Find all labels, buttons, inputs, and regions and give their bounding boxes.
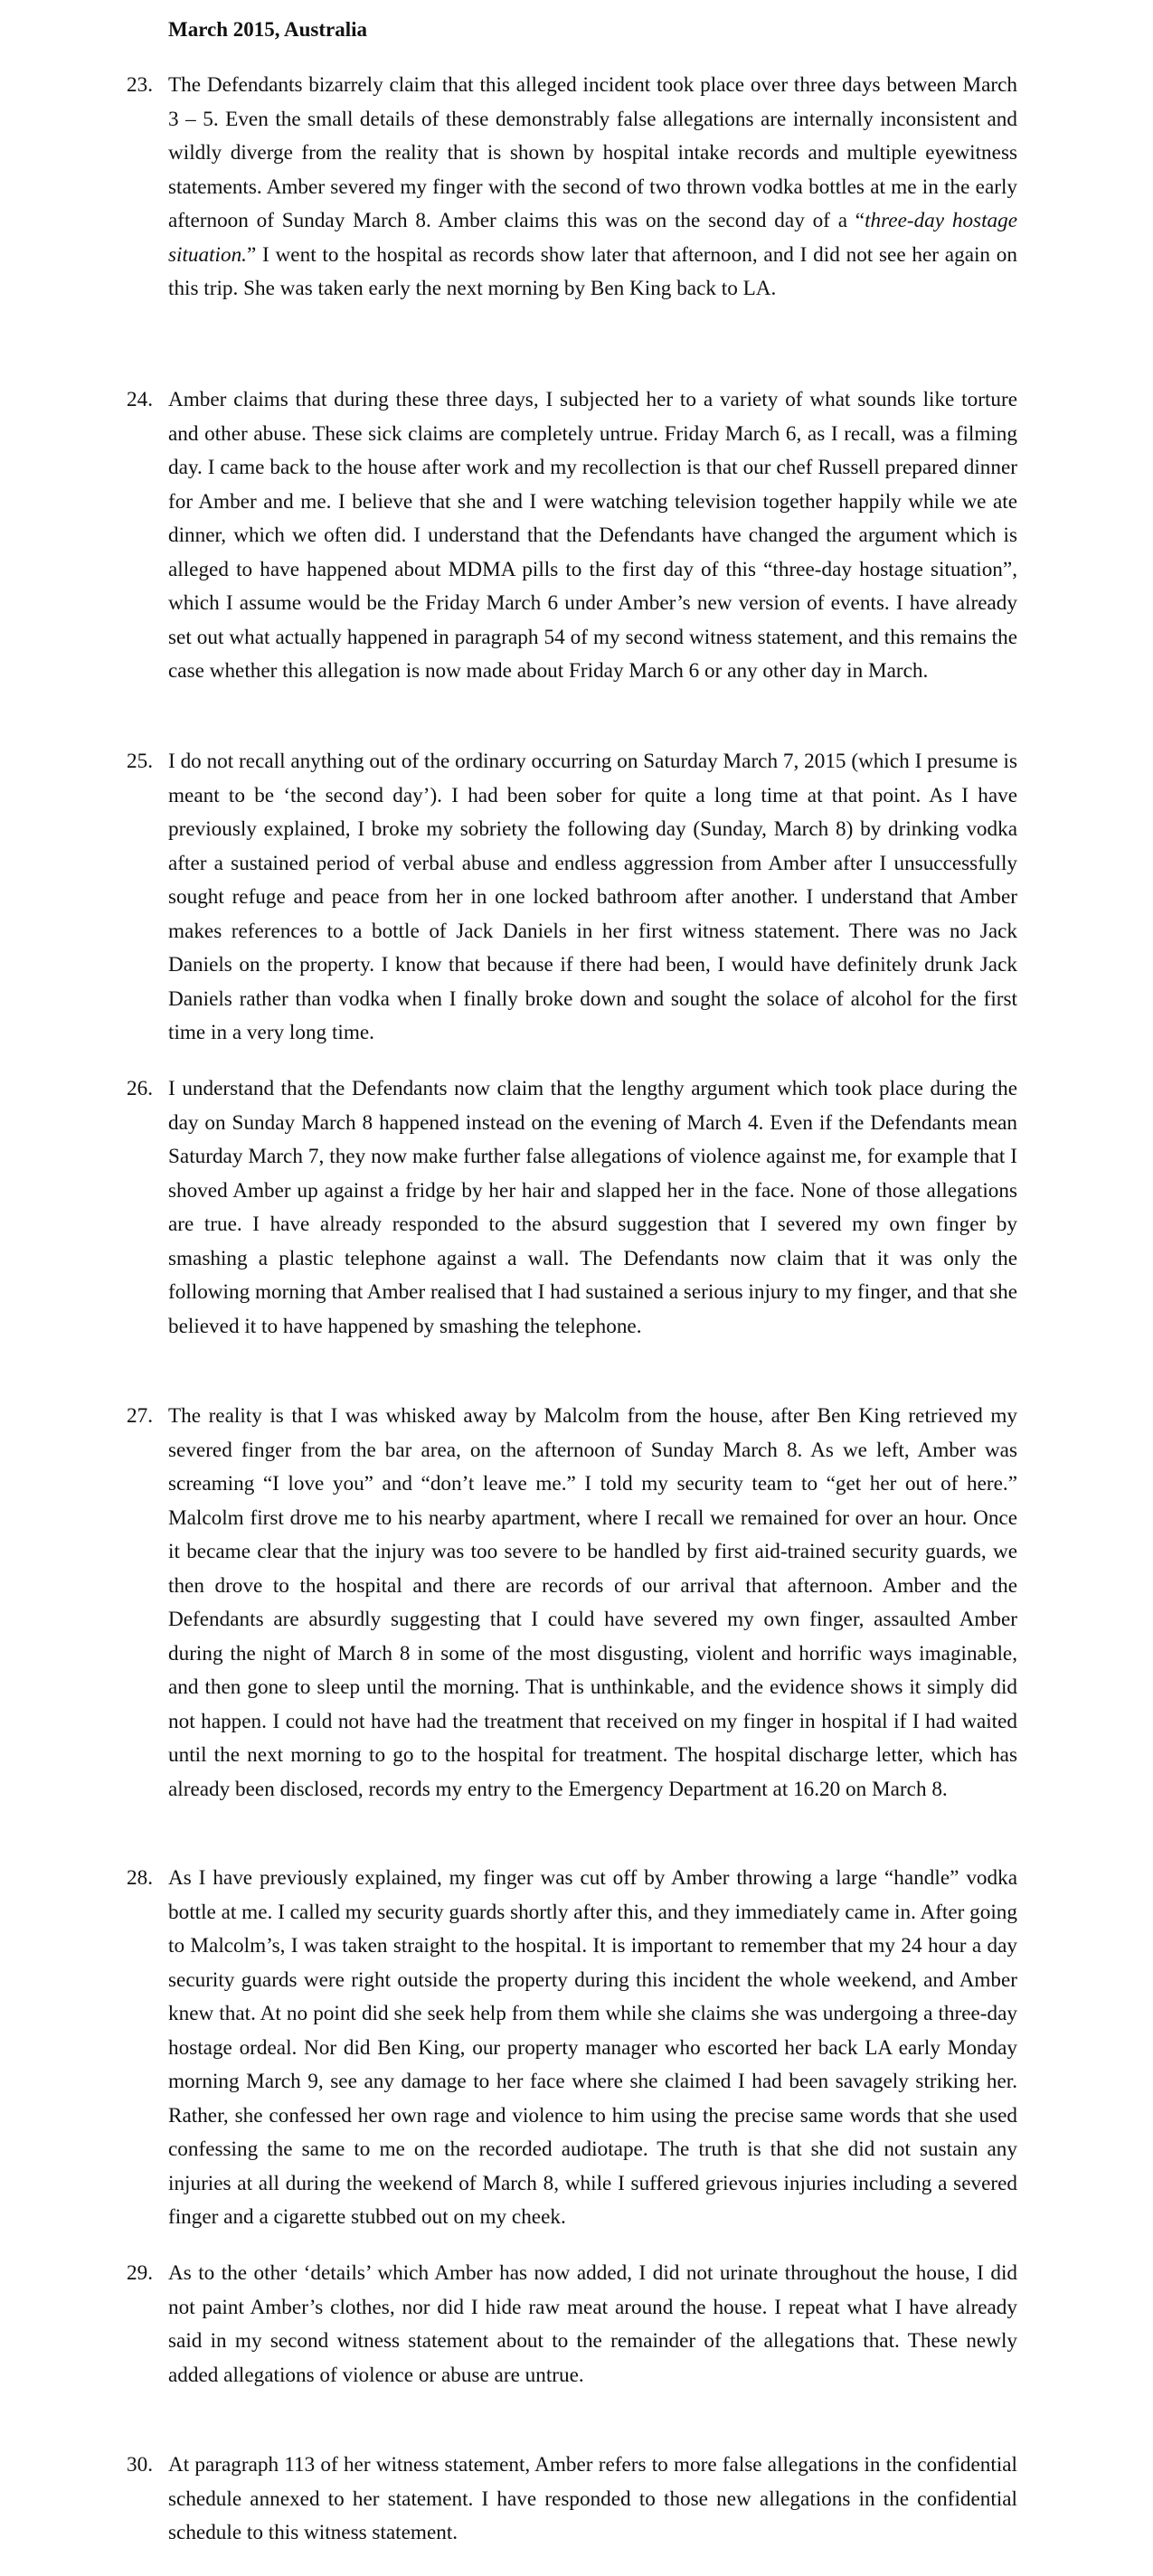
paragraph-23 [127, 69, 1017, 307]
paragraph-number: 27. [127, 1404, 153, 1428]
paragraph-text: The reality is that I was whisked away by Malcolm from the house, after Ben King retrieved my severed finger from the bar area, on the afternoon of Sunday March 8. As we left, Amber was screaming “I love you” and “don’t leave me.” I told my security team to “get her out of here.” Malcolm first drove me to his nearby apartment, where I recall we remained for over an hour. Once it became clear that the injury was too severe to be handled by first aid-trained security guards, we then drove to the hospital and there are records of our arrival that afternoon. Amber and the Defendants are absurdly suggesting that I could have severed my own finger, assaulted Amber during the night of March 8 in some of the most disgusting, violent and horrific ways imaginable, and then gone to sleep until the morning. That is unthinkable, and the evidence shows it simply did not happen. I could not have had the treatment that received on my finger in hospital if I had waited until the next morning to go to the hospital for treatment. The hospital discharge letter, which has already been disclosed, records my entry to the Emergency Department at 16.20 on March 8. [168, 1404, 1017, 1801]
paragraph-text: As I have previously explained, my finger was cut off by Amber throwing a large “handle” vodka bottle at me. I called my security guards shortly after this, and they immediately came in. After going to Malcolm’s, I was taken straight to the hospital. It is important to remember that my 24 hour a day security guards were right outside the property during this incident the whole weekend, and Amber knew that. At no point did she seek help from them while she claims she was undergoing a three-day hostage ordeal. Nor did Ben King, our property manager who escorted her back LA early Monday morning March 9, see any damage to her face where she claimed I had been savagely striking her. Rather, she confessed her own rage and violence to him using the precise same words that she used confessing the same to me on the recorded audiotape. The truth is that she did not sustain any injuries at all during the weekend of March 8, while I suffered grievous injuries including a severed finger and a cigarette stubbed out on my cheek. [168, 1866, 1017, 2229]
paragraph-27 [127, 1400, 1017, 1807]
paragraph-text: At paragraph 113 of her witness statement, Amber refers to more false allegations in the confidential schedule annexed to her statement. I have responded to those new allegations in the confidential schedule to this witness statement. [168, 2453, 1017, 2544]
paragraph-29 [127, 2257, 1017, 2392]
section-heading: March 2015, Australia [168, 18, 367, 41]
paragraph-number: 29. [127, 2261, 153, 2285]
paragraph-text: I understand that the Defendants now claim that the lengthy argument which took place during the day on Sunday March 8 happened instead on the evening of March 4. Even if the Defendants mean Saturday March 7, they now make further false allegations of violence against me, for example that I shoved Amber up against a fridge by her hair and slapped her in the face. None of those allegations are true. I have already responded to the absurd suggestion that I severed my own finger by smashing a plastic telephone against a wall. The Defendants now claim that it was only the following morning that Amber realised that I had sustained a serious injury to my finger, and that she believed it to have happened by smashing the telephone. [168, 1077, 1017, 1338]
paragraph-text: I do not recall anything out of the ordinary occurring on Saturday March 7, 2015 (which I presume is meant to be ‘the second day’). I had been sober for quite a long time at that point. As I have previously explained, I broke my sobriety the following day (Sunday, March 8) by drinking vodka after a sustained period of verbal abuse and endless aggression from Amber after I unsuccessfully sought refuge and peace from her in one locked bathroom after another. I understand that Amber makes references to a bottle of Jack Daniels in her first witness statement. There was no Jack Daniels on the property. I know that because if there had been, I would have definitely drunk Jack Daniels rather than vodka when I finally broke down and sought the solace of alcohol for the first time in a very long time. [168, 750, 1017, 1044]
paragraph-25 [127, 745, 1017, 1051]
paragraph-number: 23. [127, 73, 153, 97]
paragraph-24 [127, 383, 1017, 689]
paragraph-number: 30. [127, 2453, 153, 2477]
paragraph-number: 25. [127, 750, 153, 773]
paragraph-text: Amber claims that during these three days, I subjected her to a variety of what sounds like torture and other abuse. These sick claims are completely untrue. Friday March 6, as I recall, was a filming day. I came back to the house after work and my recollection is that our chef Russell prepared dinner for Amber and me. I believe that she and I were watching television together happily while we ate dinner, which we often did. I understand that the Defendants have changed the argument which is alleged to have happened about MDMA pills to the first day of this “three-day hostage situation”, which I assume would be the Friday March 6 under Amber’s new version of events. I have already set out what actually happened in paragraph 54 of my second witness statement, and this remains the case whether this allegation is now made about Friday March 6 or any other day in March. [168, 388, 1017, 683]
paragraph-number: 26. [127, 1077, 153, 1100]
italic-quote: three-day hostage situation. [168, 209, 1017, 267]
paragraph-number: 28. [127, 1866, 153, 1890]
paragraph-28 [127, 1862, 1017, 2235]
paragraph-number: 24. [127, 388, 153, 411]
paragraph-30 [127, 2449, 1017, 2551]
paragraph-text: The Defendants bizarrely claim that this alleged incident took place over three days between March 3 – 5. Even the small details of these demonstrably false allegations are internally inconsistent and wildly diverge from the reality that is shown by hospital intake records and multiple eyewitness statements. Amber severed my finger with the second of two thrown vodka bottles at me in the early afternoon of Sunday March 8. Amber claims this was on the second day of a “three-day hostage situation.” I went to the hospital as records show later that afternoon, and I did not see her again on this trip. She was taken early the next morning by Ben King back to LA. [168, 73, 1017, 300]
paragraph-26 [127, 1072, 1017, 1344]
paragraph-text: As to the other ‘details’ which Amber has now added, I did not urinate throughout the house, I did not paint Amber’s clothes, nor did I hide raw meat around the house. I repeat what I have already said in my second witness statement about to the remainder of the allegations that. These newly added allegations of violence or abuse are untrue. [168, 2261, 1017, 2387]
